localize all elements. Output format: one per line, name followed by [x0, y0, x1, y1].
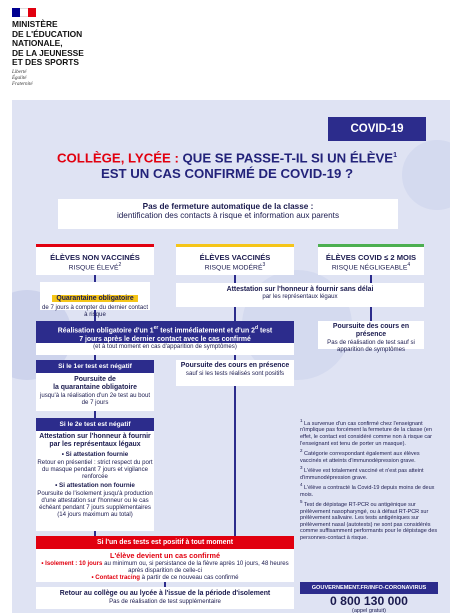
- footnote-text: La survenue d'un cas confirmé chez l'enseignant n'implique pas forcément la fermeture de la classe (en effet, le contact est considéré comme non à risque car l'enseignant est tenu de porter un masque).: [300, 420, 432, 447]
- footnote-number: 3: [300, 465, 303, 471]
- category-vaccinated: [176, 244, 294, 275]
- french-flag-icon: [12, 8, 36, 17]
- attestation-title: Attestation sur l'honneur à fournir sans délai: [226, 286, 374, 293]
- ministry-line: MINISTÈRE: [12, 19, 58, 29]
- first-test-negative-box: [36, 373, 154, 411]
- category-title: ÉLÈVES VACCINÉS: [199, 253, 271, 262]
- neg1-title: la quarantaine obligatoire: [53, 384, 137, 391]
- return-to-school-box: [36, 587, 294, 609]
- flow-connector: [94, 411, 96, 418]
- footnote-text: L'élève est totalement vacciné et n'est pas atteint d'immunodépression grave.: [300, 468, 424, 481]
- page-title: [20, 148, 434, 181]
- government-info-link[interactable]: GOUVERNEMENT.FR/INFO-CORONAVIRUS: [300, 582, 438, 594]
- second-test-negative-header: Si le 2e test est négatif: [36, 418, 154, 431]
- testing-note: (et à tout moment en cas d'apparition de symptômes): [36, 343, 294, 355]
- intro-heading: Pas de fermeture automatique de la classe :: [142, 202, 314, 211]
- testing-text: Réalisation obligatoire d'un 1: [57, 327, 154, 335]
- intro-box: [58, 199, 398, 229]
- ordinal-suffix: d: [254, 325, 259, 331]
- footnote: [300, 448, 438, 464]
- isolation-label: • Isolement : 10 jours: [41, 560, 103, 567]
- title-line2: EST UN CAS CONFIRMÉ DE COVID-19 ?: [100, 165, 354, 181]
- continue-classes-text: Pas de réalisation de test sauf si apparition de symptômes: [327, 339, 415, 354]
- motto-line: Liberté: [12, 69, 27, 75]
- footnote: [300, 482, 438, 498]
- ordinal-suffix: er: [153, 325, 159, 331]
- flow-connector: [234, 307, 236, 321]
- category-unvaccinated: [36, 244, 154, 275]
- ministry-line: NATIONALE,: [12, 38, 63, 49]
- continue-classes-title: Poursuite des cours en présence: [180, 362, 290, 369]
- footnote-number: 2: [300, 448, 303, 454]
- isolation-text: au minimum ou, si persistance de la fièvre après 10 jours, 48 heures après disparition de celle-ci: [102, 560, 289, 575]
- quarantine-text: de 7 jours à compter du dernier contact à risque: [41, 304, 149, 319]
- first-test-negative-header: Si le 1er test est négatif: [36, 360, 154, 373]
- ministry-name: [12, 20, 152, 68]
- phone-number[interactable]: 0 800 130 000: [330, 594, 408, 608]
- footnote: [300, 499, 438, 541]
- footnote-ref: 3: [262, 262, 266, 268]
- title-part: QUE SE PASSE-T-IL SI UN ÉLÈVE: [182, 150, 394, 166]
- contact-tracing-text: à partir de ce nouveau cas confirmé: [139, 574, 239, 582]
- category-title: ÉLÈVES COVID ≤ 2 MOIS: [325, 253, 417, 262]
- testing-line2: 7 jours après le dernier contact avec le cas confirmé: [79, 335, 251, 343]
- ministry-line: DE LA JEUNESSE: [12, 47, 84, 58]
- neg2-bullet-text: Poursuite de l'isolement jusqu'à production d'une attestation sur l'honneur ou le cas échéant pendant 7 jours supplémentaires (14 jours maximum au total): [37, 489, 153, 519]
- category-risk: RISQUE MODÉRÉ: [204, 264, 263, 272]
- category-risk: RISQUE ÉLEVÉ: [68, 264, 119, 272]
- motto-line: Fraternité: [12, 81, 33, 87]
- footnote-number: 4: [300, 482, 303, 488]
- neg1-title: Poursuite de: [74, 376, 116, 383]
- footnote-text: Catégorie correspondant également aux élèves vaccinés et atteints d'immunodépression grave.: [300, 451, 420, 464]
- neg1-text: jusqu'à la réalisation d'un 2e test au bout de 7 jours: [39, 392, 151, 407]
- testing-box: [36, 321, 294, 343]
- positive-test-header: Si l'un des tests est positif à tout moment: [36, 536, 294, 549]
- neg2-bullet-text: Retour en présentiel : strict respect du port du masque pendant 7 jours et vigilance renforcée: [37, 459, 153, 481]
- testing-text: test immédiatement et d'un 2: [158, 327, 255, 335]
- footnote-ref: 2: [118, 262, 122, 268]
- footnote-ref: 1: [393, 152, 397, 159]
- flow-connector: [94, 275, 96, 282]
- flow-connector: [234, 275, 236, 283]
- flow-connector: [234, 386, 236, 536]
- title-part: COLLÈGE, LYCÉE :: [56, 150, 183, 166]
- neg2-bullet-title: • Si attestation fournie: [61, 451, 129, 458]
- motto-line: Égalité: [12, 75, 27, 81]
- attestation-text: par les représentaux légaux: [262, 293, 338, 300]
- footnote-text: Test de dépistage RT-PCR ou antigénique sur prélèvement nasopharyngé, ou à défaut RT-PCR sur prélèvement salivaire. Les tests antigéniques sur prélèvement nasal (autotests) ne sont pas considérés comme suffisamment performants pour le dépistage des personnes-contact à risque.: [300, 502, 438, 542]
- phone-caption: (appel gratuit): [352, 608, 386, 613]
- continue-classes-vaccinated-box: [176, 360, 294, 386]
- quarantine-box: [40, 282, 150, 319]
- category-risk: RISQUE NÉGLIGEABLE: [331, 264, 408, 272]
- footnote: [300, 465, 438, 481]
- continue-classes-title: Poursuite des cours en présence: [332, 323, 410, 338]
- footnotes: [300, 418, 438, 543]
- return-title: Retour au collège ou au lycée à l'issue de la période d'isolement: [59, 590, 271, 597]
- footnote-number: 5: [300, 499, 303, 505]
- contact-tracing-label: • Contact tracing: [91, 574, 140, 582]
- republic-motto: [12, 70, 152, 87]
- category-recent-covid: [318, 244, 424, 275]
- continue-classes-text: sauf si les tests réalisés sont positifs: [185, 370, 285, 377]
- footnote-number: 1: [300, 418, 303, 423]
- neg2-title: Attestation sur l'honneur à fournir par les représentaux légaux: [39, 433, 151, 448]
- positive-test-box: [36, 549, 294, 582]
- quarantine-title: Quarantaine obligatoire: [52, 295, 137, 302]
- attestation-box: [176, 283, 424, 307]
- continue-classes-box: [318, 321, 424, 354]
- ministry-line: DE L'ÉDUCATION: [12, 28, 83, 39]
- intro-text: identification des contacts à risque et information aux parents: [116, 211, 340, 220]
- neg2-bullet-title: • Si attestation non fournie: [55, 481, 135, 489]
- positive-test-title: L'élève devient un cas confirmé: [109, 551, 220, 560]
- footnote: [300, 418, 438, 447]
- ministry-line: ET DES SPORTS: [12, 57, 80, 68]
- government-logo: [12, 8, 152, 87]
- testing-text: test: [258, 327, 273, 335]
- return-text: Pas de réalisation de test supplémentaire: [109, 598, 221, 605]
- footnote-ref: 4: [407, 262, 411, 268]
- category-title: ÉLÈVES NON VACCINÉS: [50, 253, 140, 262]
- covid-badge: COVID-19: [328, 117, 426, 141]
- footnote-text: L'élève a contracté la Covid-19 depuis moins de deux mois.: [300, 485, 435, 498]
- second-test-negative-box: [36, 431, 154, 531]
- hotline: [300, 594, 438, 613]
